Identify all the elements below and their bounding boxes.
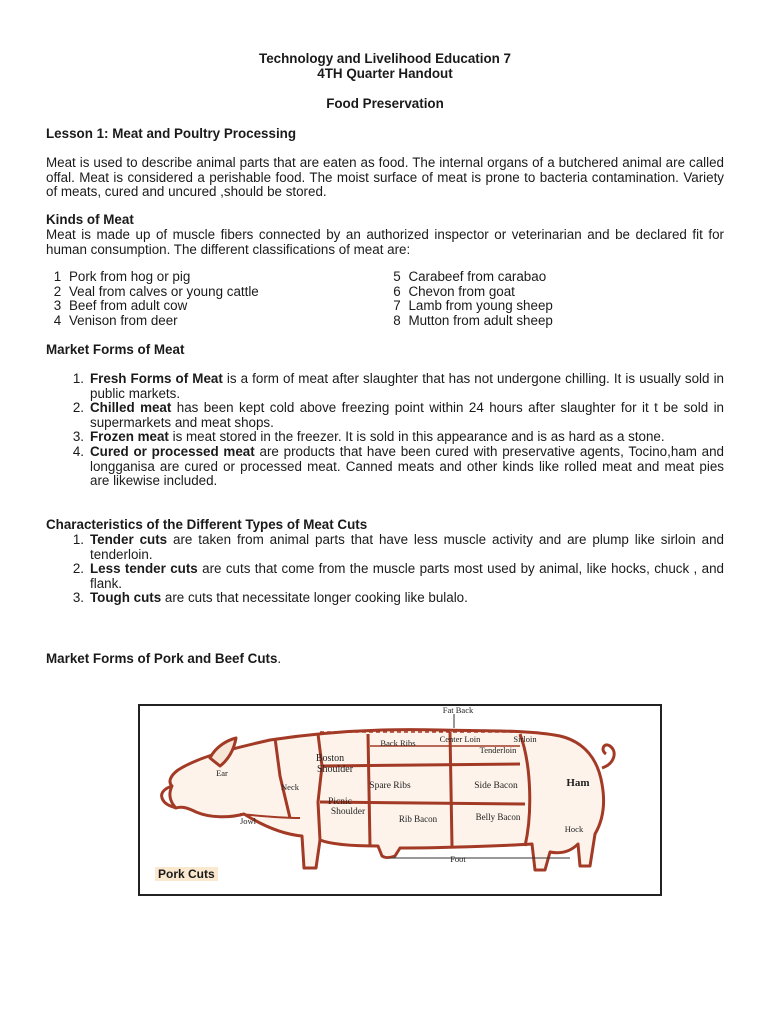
list-number: 3. [72,590,84,606]
pork-beef-heading-suffix: . [277,651,282,666]
kinds-num: 5 [393,269,401,284]
list-item [46,533,724,562]
market-forms-list [46,372,724,489]
cuts-list [46,533,724,606]
cuts-heading: Characteristics of the Different Types of Meat Cuts [46,517,368,532]
pork-beef-heading [46,652,724,667]
kinds-num: 1 [53,269,62,284]
definition: are cuts that necessitate longer cooking like bulalo. [161,590,468,606]
label-picnic-shoulder: Shoulder [330,807,366,817]
term: Less tender cuts [90,561,198,577]
kinds-num: 2 [53,283,62,299]
diagram-caption: Pork Cuts [155,867,218,881]
term: Tender cuts [90,532,168,547]
kinds-num: 6 [393,283,401,299]
list-item-body [90,562,724,591]
list-number: 1. [72,371,84,386]
list-number: 2. [72,561,84,577]
label-foot: Foot [450,854,466,864]
list-number: 1. [72,532,84,547]
label-side-bacon: Side Bacon [474,781,518,791]
label-fat-back: Fat Back [442,706,474,715]
definition: are cuts that come from the muscle parts most used by animal, like hocks, chuck , and flank. [90,561,724,591]
list-number: 3. [72,429,84,445]
label-hock: Hock [564,824,584,834]
label-neck: Neck [281,782,299,792]
kinds-row [46,285,724,300]
label-shoulder: Shoulder [316,764,354,775]
term: Fresh Forms of Meat [90,371,223,386]
list-item-body [90,430,724,445]
kinds-num: 7 [393,298,401,314]
label-jowl: Jowl [239,816,257,826]
definition: are taken from animal parts that have less muscle activity and are plump like sirloin and tenderloin. [90,532,725,562]
label-tenderloin: Tenderloin [479,745,517,755]
list-item [46,445,724,489]
list-item [46,372,724,401]
list-number: 2. [72,400,84,416]
document-title: Technology and Livelihood Education 7 [259,51,511,66]
pig-illustration [140,706,660,894]
label-ear: Ear [216,768,228,778]
term: Frozen meat [90,429,169,445]
kinds-row [46,314,724,329]
label-sirloin: Sirloin [513,734,537,744]
kinds-item: Veal from calves or young cattle [68,283,259,299]
definition: has been kept cold above freezing point within 24 hours after slaughter for it t be sold in supermarkets and meat shops. [90,400,725,430]
document-topic: Food Preservation [326,96,444,111]
lesson-intro: Meat is used to describe animal parts that are eaten as food. The internal organs of a butchered animal are called offal. Meat is considered a perishable food. The moist surface of meat is prone to bacteria contamination. Variety of meats, cured and uncured ,should be stored. [46,155,724,200]
kinds-row [46,270,724,285]
label-rib-bacon: Rib Bacon [398,814,438,824]
list-item-body [90,372,724,401]
term: Cured or processed meat [90,443,255,459]
label-boston: Boston [315,753,345,764]
kinds-row [46,299,724,314]
label-spare-ribs: Spare Ribs [369,781,411,791]
list-item [46,591,724,606]
kinds-item: Venison from deer [68,312,178,328]
list-item-body [90,401,724,430]
kinds-item: Chevon from goat [408,283,515,299]
label-ham: Ham [566,777,590,789]
term: Tough cuts [90,590,162,606]
label-belly-bacon: Belly Bacon [475,812,521,822]
kinds-item: Pork from hog or pig [68,269,191,284]
label-center-loin: Center Loin [439,734,481,744]
lesson-heading: Lesson 1: Meat and Poultry Processing [46,126,297,141]
term: Chilled meat [90,400,172,416]
list-item-body [90,445,724,489]
definition: are products that have been cured with preservative agents, Tocino,ham and longganisa are cured or processed meat. Canned meats and other kinds like rolled meat and meat pies are likewise included. [90,443,724,489]
kinds-item: Mutton from adult sheep [408,312,553,328]
label-back-ribs: Back Ribs [380,738,416,748]
label-picnic: Picnic [328,797,352,807]
kinds-item: Beef from adult cow [68,298,188,314]
kinds-item: Carabeef from carabao [408,269,547,284]
kinds-list [46,270,724,328]
list-item [46,401,724,430]
kinds-num: 8 [393,312,401,328]
document-subtitle: 4TH Quarter Handout [317,66,453,81]
definition: is a form of meat after slaughter that has not undergone chilling. It is usually sold in public markets. [90,371,724,401]
list-item-body [90,591,724,606]
definition: is meat stored in the freezer. It is sold in this appearance and is as hard as a stone. [168,429,665,445]
kinds-text: Meat is made up of muscle fibers connected by an authorized inspector or veterinarian and be declared fit for human consumption. The different classifications of meat are: [46,227,724,257]
market-forms-heading: Market Forms of Meat [46,342,185,357]
list-item-body [90,533,724,562]
kinds-num: 3 [53,298,62,314]
list-item [46,430,724,445]
list-number: 4. [72,443,84,459]
kinds-item: Lamb from young sheep [408,298,553,314]
kinds-heading: Kinds of Meat [46,212,134,227]
kinds-num: 4 [53,312,62,328]
pork-beef-heading-text: Market Forms of Pork and Beef Cuts [46,651,278,666]
list-item [46,562,724,591]
